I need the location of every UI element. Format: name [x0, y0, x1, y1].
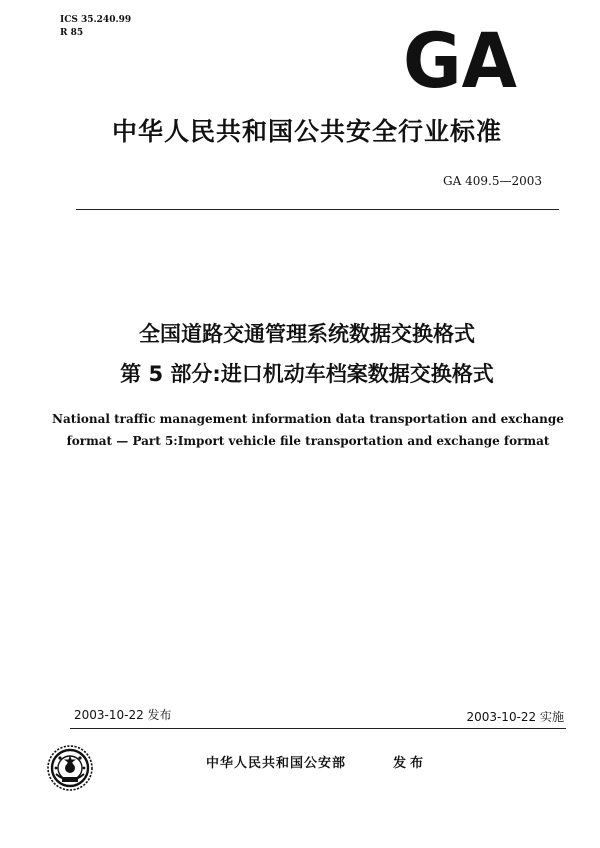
issuing-authority: 中华人民共和国公安部: [206, 756, 347, 771]
ccs-code: R 85: [60, 28, 84, 38]
title-cn-line2: 第 5 部分:进口机动车档案数据交换格式: [120, 362, 494, 386]
implementation-date: 2003-10-22 实施: [466, 710, 564, 724]
header-divider: [76, 209, 559, 210]
ga-logo-text: GA: [403, 26, 518, 92]
title-en-line1: National traffic management information data transportation and exchange: [52, 412, 564, 426]
ics-code: ICS 35.240.99: [60, 15, 132, 25]
issue-date: 2003-10-22 发布: [74, 708, 172, 722]
national-emblem-icon: [46, 744, 94, 792]
title-en-line2: format — Part 5:Import vehicle file transportation and exchange format: [66, 434, 550, 448]
issue-label: 发布: [393, 756, 428, 771]
ga-logo: [402, 26, 518, 92]
title-cn-line1: 全国道路交通管理系统数据交换格式: [139, 322, 475, 346]
standard-number: GA 409.5—2003: [443, 174, 542, 188]
classification-codes: [60, 14, 131, 40]
footer-divider: [70, 728, 566, 729]
standard-category-title: 中华人民共和国公共安全行业标准: [111, 117, 502, 146]
